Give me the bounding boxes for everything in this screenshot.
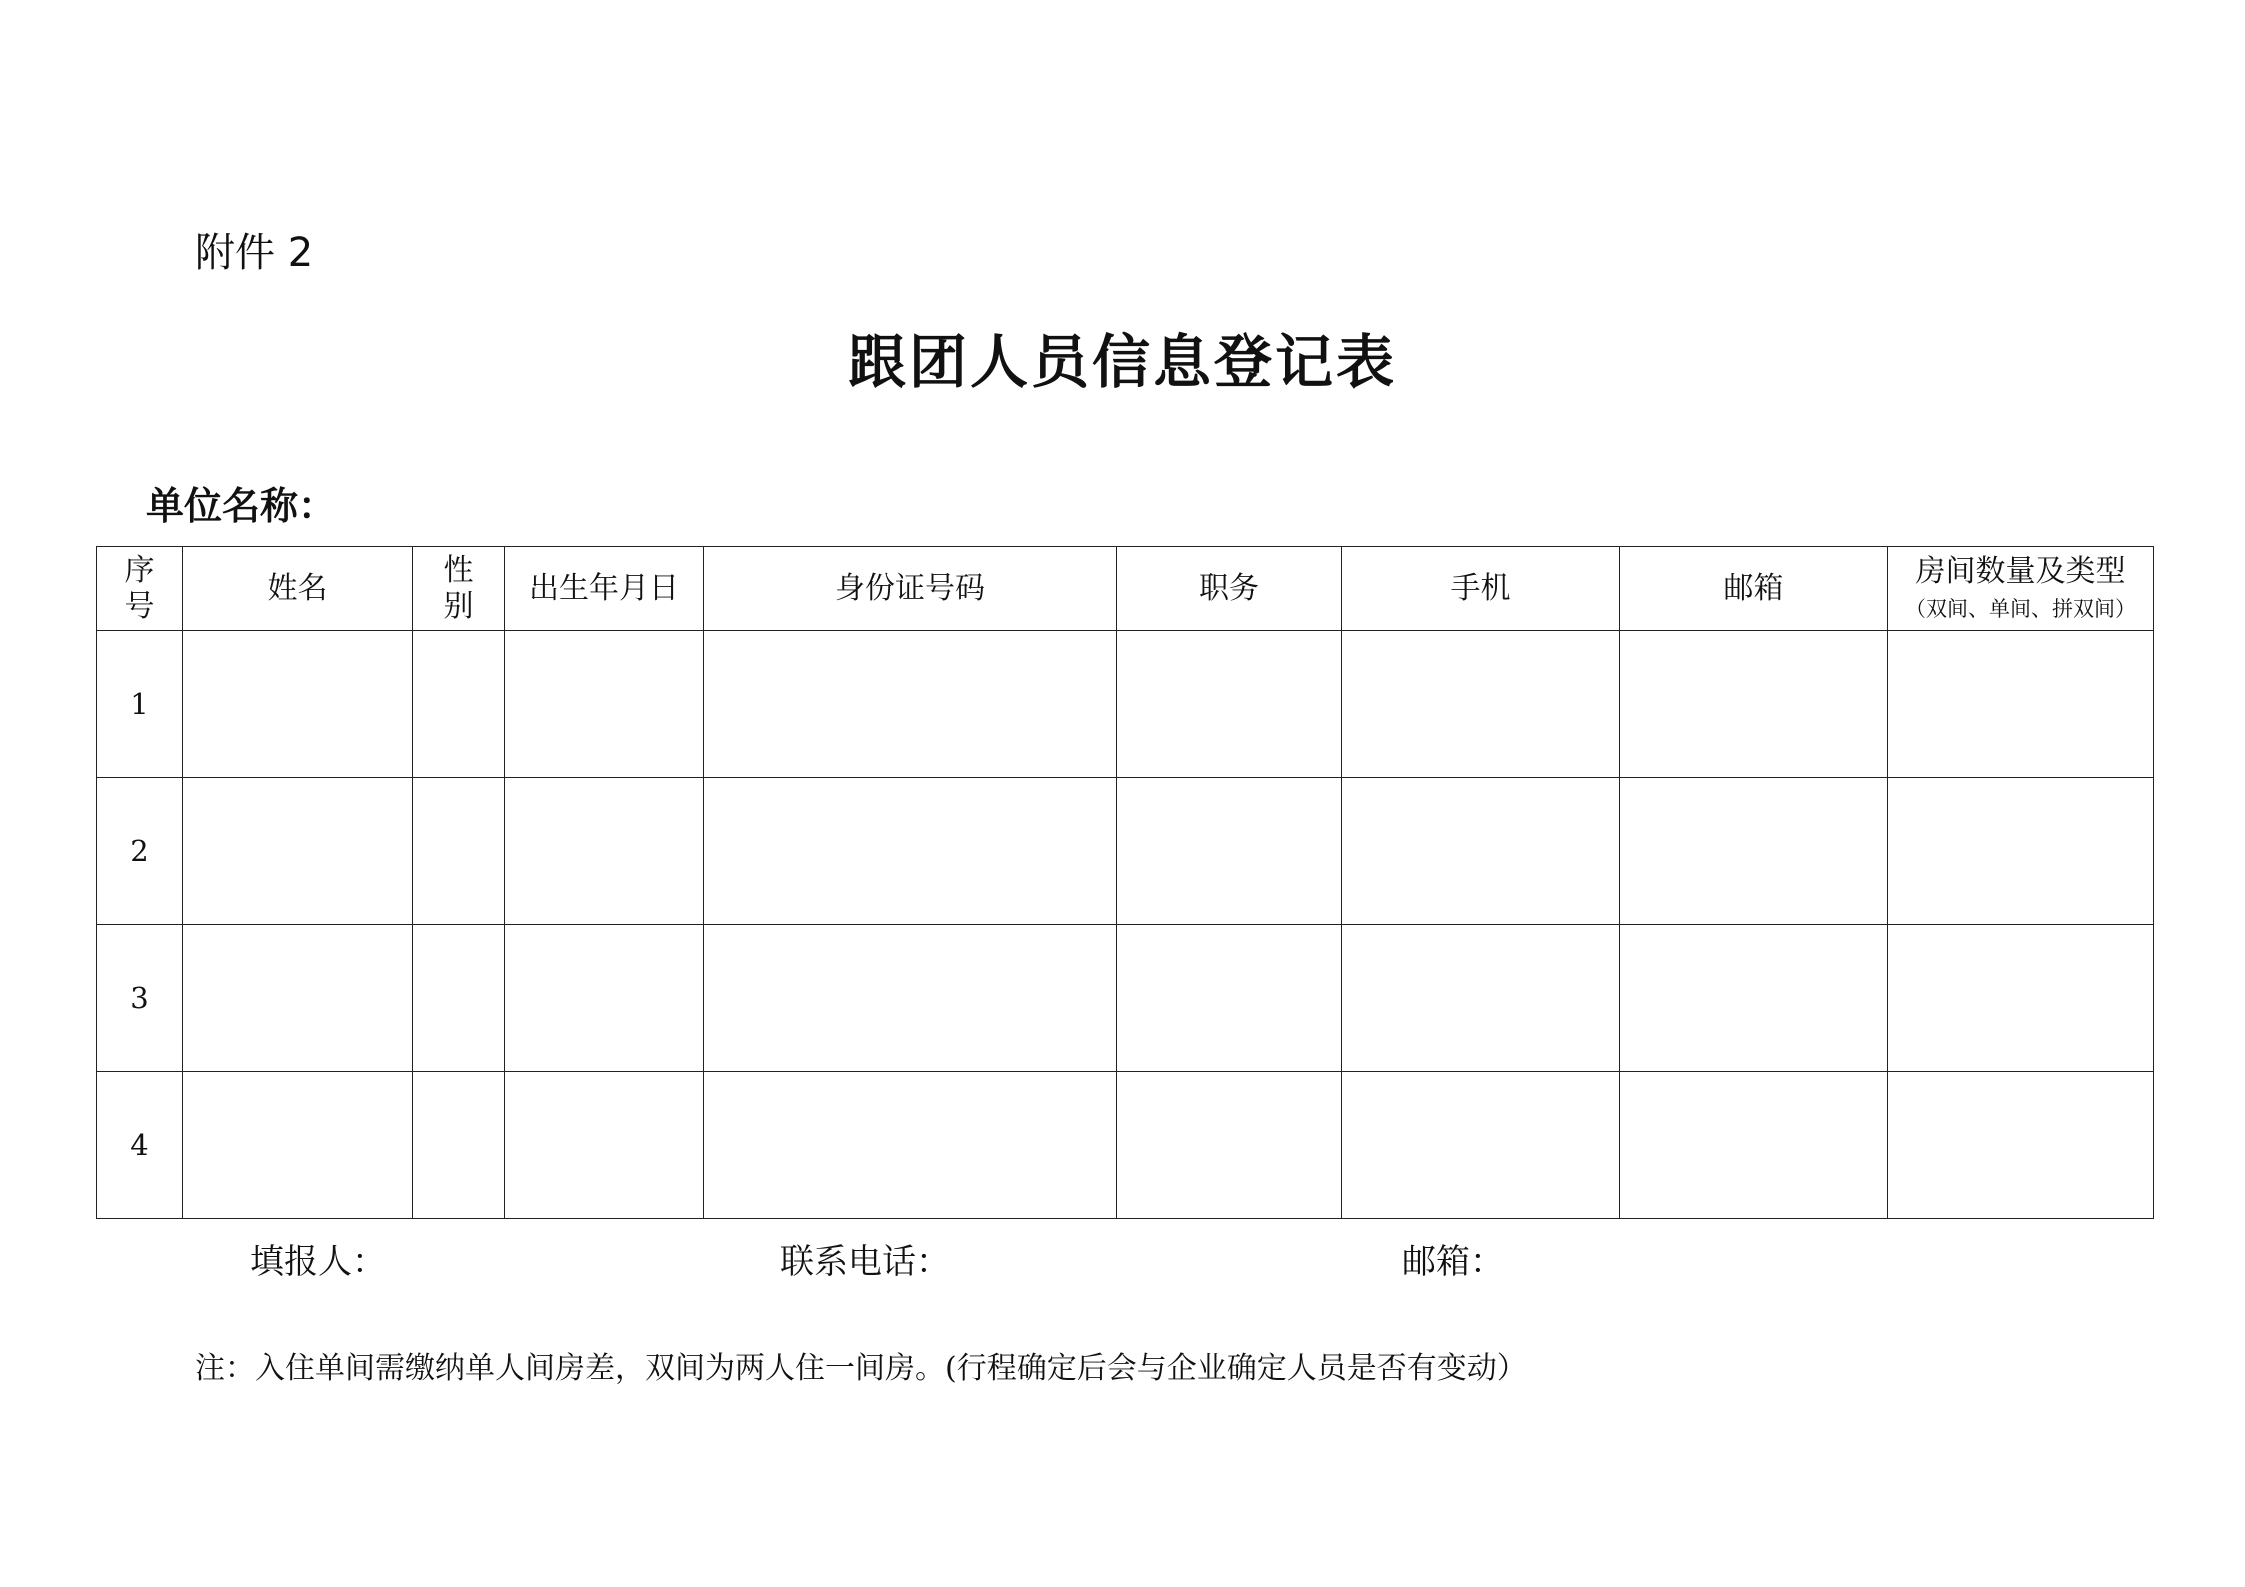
header-room — [1888, 547, 2154, 631]
cell-id-number[interactable] — [704, 631, 1117, 778]
cell-birth-date[interactable] — [505, 925, 704, 1072]
header-index-line1: 序 — [124, 552, 155, 588]
header-birth-date: 出生年月日 — [505, 547, 704, 631]
table-row — [97, 1072, 2154, 1219]
filler-label: 填报人： — [250, 1242, 386, 1282]
cell-position[interactable] — [1117, 925, 1342, 1072]
cell-mobile[interactable] — [1342, 1072, 1620, 1219]
cell-birth-date[interactable] — [505, 778, 704, 925]
cell-id-number[interactable] — [704, 778, 1117, 925]
header-gender-line2: 别 — [443, 588, 474, 624]
header-index — [97, 547, 183, 631]
cell-mobile[interactable] — [1342, 925, 1620, 1072]
email-label: 邮箱： — [1402, 1242, 1504, 1282]
table-row — [97, 631, 2154, 778]
row-index: 4 — [97, 1072, 183, 1219]
header-gender-line1: 性 — [443, 552, 474, 588]
header-name: 姓名 — [183, 547, 413, 631]
cell-mobile[interactable] — [1342, 631, 1620, 778]
header-gender — [413, 547, 505, 631]
cell-birth-date[interactable] — [505, 631, 704, 778]
cell-email[interactable] — [1620, 1072, 1888, 1219]
header-room-note: （双间、单间、拼双间） — [1905, 596, 2136, 621]
cell-room[interactable] — [1888, 925, 2154, 1072]
cell-id-number[interactable] — [704, 925, 1117, 1072]
registration-table — [96, 546, 2154, 1219]
cell-birth-date[interactable] — [505, 1072, 704, 1219]
header-id-number: 身份证号码 — [704, 547, 1117, 631]
table-row — [97, 925, 2154, 1072]
cell-position[interactable] — [1117, 1072, 1342, 1219]
table-row — [97, 778, 2154, 925]
cell-gender[interactable] — [413, 631, 505, 778]
row-index: 2 — [97, 778, 183, 925]
page-title: 跟团人员信息登记表 — [847, 328, 1397, 396]
row-index: 1 — [97, 631, 183, 778]
cell-gender[interactable] — [413, 1072, 505, 1219]
table-header-row — [97, 547, 2154, 631]
cell-email[interactable] — [1620, 631, 1888, 778]
cell-gender[interactable] — [413, 925, 505, 1072]
cell-email[interactable] — [1620, 925, 1888, 1072]
cell-name[interactable] — [183, 778, 413, 925]
cell-email[interactable] — [1620, 778, 1888, 925]
cell-position[interactable] — [1117, 631, 1342, 778]
row-index: 3 — [97, 925, 183, 1072]
header-room-label: 房间数量及类型 — [1915, 553, 2126, 589]
unit-name-label: 单位名称： — [146, 484, 337, 528]
header-index-line2: 号 — [124, 588, 155, 624]
cell-mobile[interactable] — [1342, 778, 1620, 925]
cell-gender[interactable] — [413, 778, 505, 925]
attachment-label: 附件 2 — [195, 230, 314, 276]
cell-name[interactable] — [183, 1072, 413, 1219]
cell-room[interactable] — [1888, 778, 2154, 925]
header-mobile: 手机 — [1342, 547, 1620, 631]
cell-room[interactable] — [1888, 631, 2154, 778]
header-email: 邮箱 — [1620, 547, 1888, 631]
cell-room[interactable] — [1888, 1072, 2154, 1219]
cell-id-number[interactable] — [704, 1072, 1117, 1219]
cell-name[interactable] — [183, 631, 413, 778]
footnote: 注：入住单间需缴纳单人间房差，双间为两人住一间房。(行程确定后会与企业确定人员是否有变动） — [195, 1351, 1527, 1386]
phone-label: 联系电话： — [780, 1242, 950, 1282]
header-position: 职务 — [1117, 547, 1342, 631]
cell-name[interactable] — [183, 925, 413, 1072]
cell-position[interactable] — [1117, 778, 1342, 925]
